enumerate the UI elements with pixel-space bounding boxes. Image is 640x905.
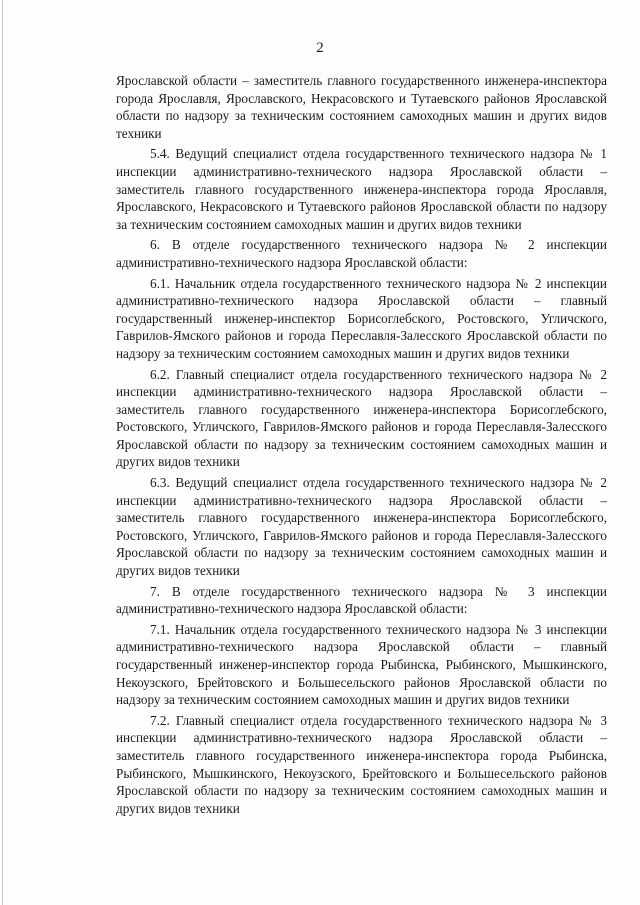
paragraph-6-1: 6.1. Начальник отдела государственного технического надзора № 2 инспекции административно-технического надзора Ярославской области – главный государственный инженер-инспектор Борисоглебского, Ростовского, Угличского, Гаврилов-Ямского районов и города Переславля-Залесского Ярославской области по надзору за техническим состоянием самоходных машин и других видов техники [116,275,607,361]
paragraph-6-3: 6.3. Ведущий специалист отдела государственного технического надзора № 2 инспекции административно-технического надзора Ярославской области – заместитель главного государственного инженера-инспектора Борисоглебского, Ростовского, Угличского, Гаврилов-Ямского районов и города Переславля-Залесского Ярославской области по надзору за техническим состоянием самоходных машин и других видов техники [116,475,607,579]
paragraph-6: 6. В отделе государственного технического надзора № 2 инспекции административно-технического надзора Ярославской области: [116,237,607,270]
page-number: 2 [316,40,324,56]
paragraph-7: 7. В отделе государственного технического надзора № 3 инспекции административно-технического надзора Ярославской области: [116,583,607,617]
scan-page-edge [2,0,3,905]
paragraph-7-1: 7.1. Начальник отдела государственного технического надзора № 3 инспекции административно-технического надзора Ярославской области – главный государственный инженер-инспектор города Рыбинска, Рыбинского, Мышкинского, Некоузского, Брейтовского и Большесельского районов Ярославской области по надзору за техническим состоянием самоходных машин и других видов техники [116,621,607,708]
paragraph-7-2: 7.2. Главный специалист отдела государственного технического надзора № 3 инспекции административно-технического надзора Ярославской области – заместитель главного государственного инженера-инспектора города Рыбинска, Рыбинского, Мышкинского, Некоузского, Брейтовского и Большесельского районов Ярославской области по надзору за техническим состоянием самоходных машин и других видов техники [116,712,607,816]
paragraph-continuation: Ярославской области – заместитель главного государственного инженера-инспектора города Ярославля, Ярославского, Некрасовского и Тутаевского районов Ярославской области по надзору за техническим состоянием самоходных машин и других видов техники [116,73,607,141]
paragraph-6-2: 6.2. Главный специалист отдела государственного технического надзора № 2 инспекции административно-технического надзора Ярославской области – заместитель главного государственного инженера-инспектора Борисоглебского, Ростовского, Угличского, Гаврилов-Ямского районов и города Переславля-Залесского Ярославской области по надзору за техническим состоянием самоходных машин и других видов техники [116,366,607,470]
document-body [116,72,607,820]
paragraph-5-4: 5.4. Ведущий специалист отдела государственного технического надзора № 1 инспекции административно-технического надзора Ярославской области – заместитель главного государственного инженера-инспектора города Ярославля, Ярославского, Некрасовского и Тутаевского районов Ярославской области по надзору за техническим состоянием самоходных машин и других видов техники [116,146,607,232]
